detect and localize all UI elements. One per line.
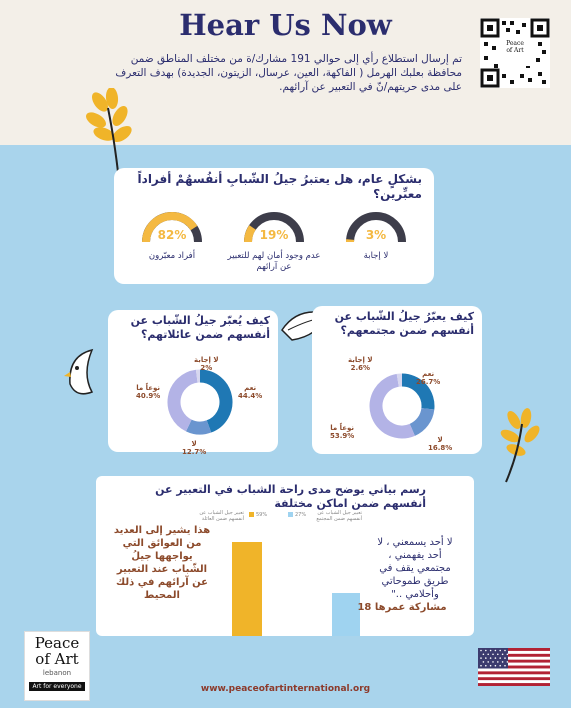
slice-value: 2% [200,364,213,372]
slice-no-answer-label [348,356,373,372]
bar-community [332,593,360,636]
donut-slice-2 [376,380,412,432]
slice-value: 2.6% [350,364,371,372]
gauge-value: 82% [157,228,187,242]
slice-value: 16.8% [428,444,453,452]
barriers-note: هذا يشير إلى العديد من العوائق التي يواجهها جيلُ الشّباب عند التعبير عن آرائهم في ذلك المحيط [113,525,211,601]
legend-community-label: تعبير جيل الشباب عن أنفسهم ضمن المجتمع [316,510,362,522]
slice-no-answer-label [194,356,219,372]
flag-star [490,657,492,659]
slice-name: نوعاً ما [136,384,161,392]
logo-line2: of Art [35,650,79,668]
flag-star [495,665,497,667]
slice-name: لا إجابة [348,356,373,364]
flag-star [495,657,497,659]
us-flag-icon [478,648,550,686]
family-donut-chart [166,368,234,436]
logo-line1: Peace [34,634,80,652]
flag-star [507,654,509,656]
flag-star [480,650,482,652]
gauge-label: عدم وجود أمان لهم للتعبير عن آرائهم [227,251,321,272]
flag-stripe [478,671,550,674]
slice-yes-label [416,370,440,386]
intro-text: تم إرسال استطلاع رأي إلى حوالي 191 مشارك/ة من مختلف المناطق ضمن محافظة بعلبك الهرمل ( الفاكهة، العين، عرسال، الزيتون، الجديدة) بهدف التعرف على مدى حريتهم/نّ في التعبير عن آرائهم. [115,53,462,93]
slice-name: لا إجابة [194,356,219,364]
flag-stripe [478,677,550,680]
flag-star [480,657,482,659]
flag-star [499,665,501,667]
gauge-no-answer [344,210,408,261]
flag-star [499,650,501,652]
slice-somewhat-label [330,424,354,440]
flag-star [504,665,506,667]
slice-value: 40.9% [136,392,161,400]
gauge-label: أفراد معبّرون [148,251,196,261]
flag-star [502,661,504,663]
gauge-expressive [140,210,204,261]
website-link[interactable]: www.peaceofartinternational.org [200,684,371,694]
card2-title: كيف يُعبّر جيلُ الشّباب عن أنفسهم ضمن عائلاتهم؟ [130,314,270,341]
slice-name: نوعاً ما [330,424,355,432]
slice-yes-label [238,384,262,400]
slice-somewhat-label [136,384,160,400]
donut-slice-2 [174,376,197,425]
card1-title: بشكلٍ عام، هل يعتبرُ جيلُ الشّبابِ أنفُسهُمْ أفراداً معبِّرين؟ [137,172,422,201]
legend-family-value: 59% [256,512,268,518]
card3-title: كيف يعبّرُ جيلُ الشّباب عن أنفسهم ضمن مجتمعهم؟ [334,310,474,337]
flag-star [490,650,492,652]
donut-slice-1 [189,425,209,428]
wheat-icon-right [500,408,548,484]
family-expression-card [108,310,278,456]
gauge-no-safety [227,210,321,272]
flag-stripe [478,680,550,683]
donut-slice-0 [200,376,226,426]
donut-slice-1 [412,409,428,430]
flag-star [499,657,501,659]
flag-star [504,650,506,652]
flag-star [502,654,504,656]
flag-star [483,661,485,663]
gauge-value: 3% [365,228,387,242]
flag-star [495,650,497,652]
bar-plot-area [232,524,362,636]
slice-name: لا [437,436,443,444]
slice-no-label [428,436,452,452]
card4-title: رسم بياني يوضح مدى راحة الشباب في التعبير عن أنفسهم ضمن اماكن مختلفة [155,483,426,510]
qr-logo-line1: Peace [506,40,524,47]
gauge-label: لا إجابة [363,251,389,261]
flag-star [485,657,487,659]
flag-star [497,654,499,656]
legend-community-swatch [288,512,293,517]
flag-star [492,654,494,656]
flag-star [507,661,509,663]
expressive-youth-card [114,168,434,284]
flag-star [492,661,494,663]
quote-author: مشاركة عمرها 18 [357,602,447,613]
flag-stripe [478,674,550,677]
flag-star [485,650,487,652]
gauge-value: 19% [259,228,289,242]
slice-value: 12.7% [182,448,207,456]
flag-star [487,654,489,656]
logo-line3: lebanon [42,669,72,677]
comfort-bar-chart-card [96,476,474,636]
legend-community-value: 27% [295,512,307,518]
family-donut [166,368,234,440]
flag-star [487,661,489,663]
flag-stripe [478,683,550,686]
wheat-icon [86,88,142,174]
qr-logo-line2: of Art [506,47,524,54]
logo-line4: Art for everyone [29,682,85,691]
page-title: Hear Us Now [179,8,392,42]
flag-star [483,654,485,656]
flag-star [497,661,499,663]
flag-star [480,665,482,667]
legend-family-label: تعبير جيل الشباب عن أنفسهم ضمن العائلة [199,510,244,522]
participant-quote: لا أحد يسمعني ، لا أحد يفهمني ، مجتمعي يقف في طريق طموحاتي وأحلامي .." [377,537,453,600]
legend-family-swatch [249,512,254,517]
flag-stripe [478,668,550,671]
slice-name: نعم [422,370,435,378]
flag-star [504,657,506,659]
slice-name: نعم [244,384,257,392]
slice-value: 53.9% [330,432,355,440]
bar-family [232,542,262,636]
slice-value: 26.7% [416,378,441,386]
slice-name: لا [191,440,197,448]
qr-code[interactable] [480,18,550,88]
flag-star [490,665,492,667]
slice-no-label [182,440,206,456]
community-expression-card [312,306,482,454]
bird-icon-left [62,344,98,400]
flag-star [485,665,487,667]
slice-value: 44.4% [238,392,263,400]
